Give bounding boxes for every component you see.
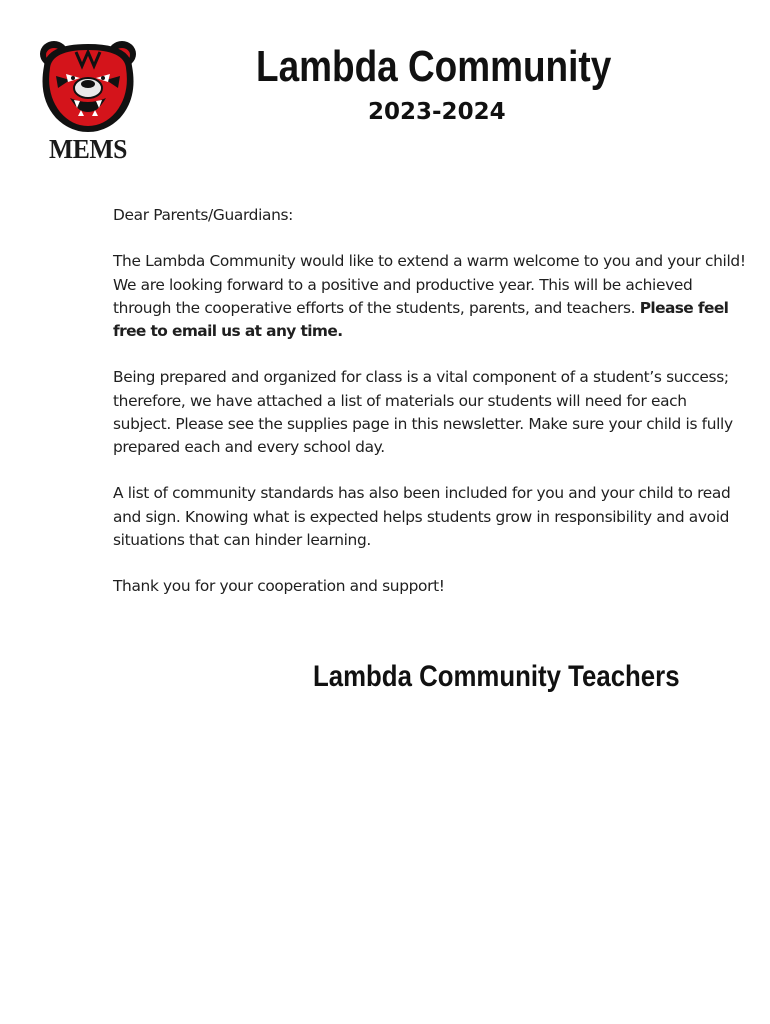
paragraph-welcome <box>113 250 747 343</box>
greeting: Dear Parents/Guardians: <box>113 206 293 224</box>
signature: Lambda Community Teachers <box>313 660 680 693</box>
bear-head-icon <box>36 36 140 134</box>
email-emphasis: Please feel free to email us at any time. <box>113 298 729 340</box>
page-title: Lambda Community <box>256 42 612 91</box>
school-logo <box>36 36 140 164</box>
school-year: 2023-2024 <box>368 99 506 125</box>
paragraph-standards: A list of community standards has also been included for you and your child to read and sign. Knowing what is expected helps students grow in responsibility and avoid situations that can hinder learning. <box>113 484 731 549</box>
paragraph-welcome-text: The Lambda Community would like to extend a warm welcome to you and your child! We are looking forward to a positive and productive year. This will be achieved through the cooperative efforts of the students, parents, and teachers. <box>113 252 746 317</box>
logo-text: MEMS <box>49 134 127 164</box>
letter-body <box>113 204 747 622</box>
paragraph-preparation: Being prepared and organized for class is a vital component of a student’s success; therefore, we have attached a list of materials our students will need for each subject. Please see the supplies page in this newsletter. Make sure your child is fully prepared each and every school day. <box>113 368 733 456</box>
closing-line: Thank you for your cooperation and support! <box>113 577 445 596</box>
